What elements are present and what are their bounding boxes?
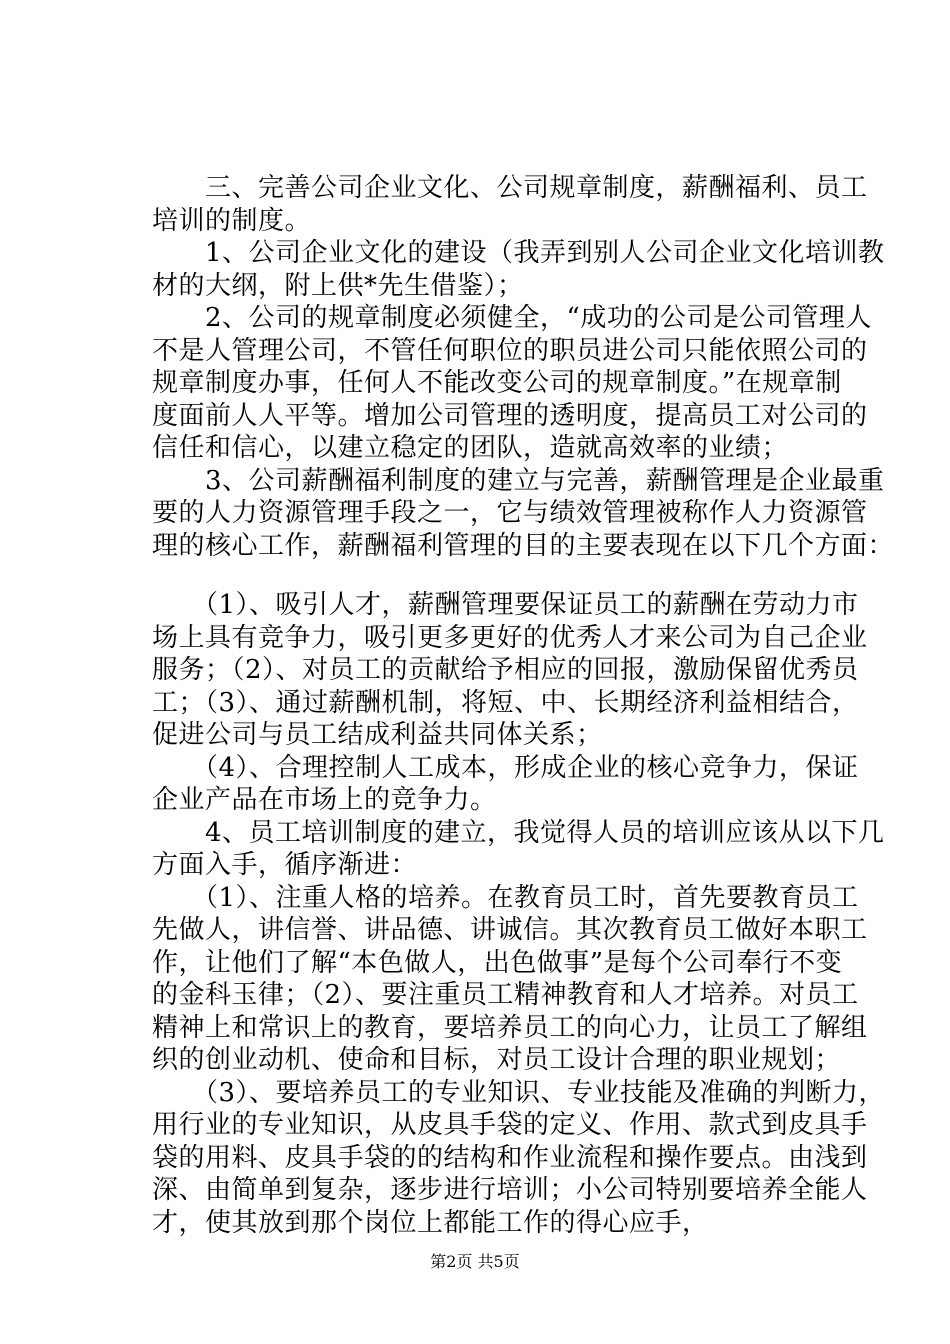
- text-line: 2、公司的规章制度必须健全，“成功的公司是公司管理人: [152, 303, 872, 333]
- text-line: 精神上和常识上的教育，要培养员工的向心力，让员工了解组: [152, 1012, 868, 1043]
- text-line: 理的核心工作，薪酬福利管理的目的主要表现在以下几个方面：: [152, 530, 895, 561]
- text-line: 场上具有竞争力，吸引更多更好的优秀人才来公司为自己企业: [152, 622, 868, 653]
- text-line: 规章制度办事，任何人不能改变公司的规章制度。”在规章制: [152, 368, 842, 398]
- text-line: 3、公司薪酬福利制度的建立与完善，薪酬管理是企业最重: [152, 465, 885, 496]
- text-line: 信任和信心，以建立稳定的团队，造就高效率的业绩；: [152, 433, 789, 463]
- text-line: 企业产品在市场上的竞争力。: [152, 785, 497, 815]
- text-line: 培训的制度。: [152, 205, 312, 236]
- text-line: 才，使其放到那个岗位上都能工作的得心应手，: [152, 1207, 709, 1238]
- document-body: [152, 172, 895, 1239]
- text-line: 作，让他们了解“本色做人，出色做事”是每个公司奉行不变: [152, 947, 843, 978]
- page-footer: [0, 1252, 950, 1272]
- text-line: 的金科玉律；（2）、要注重员工精神教育和人才培养。对员工: [152, 980, 859, 1010]
- text-line: 材的大纲，附上供*先生借鉴）；: [152, 270, 524, 301]
- paragraph-gap: [152, 562, 846, 589]
- text-line: 方面入手，循序渐进：: [152, 850, 418, 880]
- text-line: （1）、吸引人才，薪酬管理要保证员工的薪酬在劳动力市: [152, 590, 859, 620]
- text-line: 4、员工培训制度的建立，我觉得人员的培训应该从以下几: [152, 817, 885, 848]
- text-line: （1）、注重人格的培养。在教育员工时，首先要教育员工: [152, 882, 859, 913]
- text-line: 用行业的专业知识，从皮具手袋的定义、作用、款式到皮具手: [152, 1110, 868, 1140]
- text-line: 要的人力资源管理手段之一，它与绩效管理被称作人力资源管: [152, 498, 868, 528]
- text-line: 度面前人人平等。增加公司管理的透明度，提高员工对公司的: [152, 400, 868, 431]
- text-line: （3）、要培养员工的专业知识、专业技能及准确的判断力，: [152, 1077, 886, 1108]
- text-line: （4）、合理控制人工成本，形成企业的核心竞争力，保证: [152, 752, 859, 783]
- text-line: 不是人管理公司，不管任何职位的职员进公司只能依照公司的: [152, 335, 868, 366]
- text-line: 深、由简单到复杂，逐步进行培训；小公司特别要培养全能人: [152, 1175, 868, 1205]
- text-line: 先做人，讲信誉、讲品德、讲诚信。其次教育员工做好本职工: [152, 915, 868, 945]
- text-line: 1、公司企业文化的建设（我弄到别人公司企业文化培训教: [152, 238, 885, 268]
- text-line: 促进公司与员工结成利益共同体关系；: [152, 720, 603, 750]
- page-number-label: 第2页 共5页: [430, 1252, 520, 1271]
- text-line: 服务；（2）、对员工的贡献给予相应的回报，激励保留优秀员: [152, 655, 859, 685]
- text-line: 工；（3）、通过薪酬机制，将短、中、长期经济利益相结合，: [152, 687, 859, 718]
- text-line: 袋的用料、皮具手袋的的结构和作业流程和操作要点。由浅到: [152, 1142, 868, 1173]
- text-line: 三、完善公司企业文化、公司规章制度，薪酬福利、员工: [152, 173, 868, 203]
- text-line: 织的创业动机、使命和目标，对员工设计合理的职业规划；: [152, 1045, 842, 1075]
